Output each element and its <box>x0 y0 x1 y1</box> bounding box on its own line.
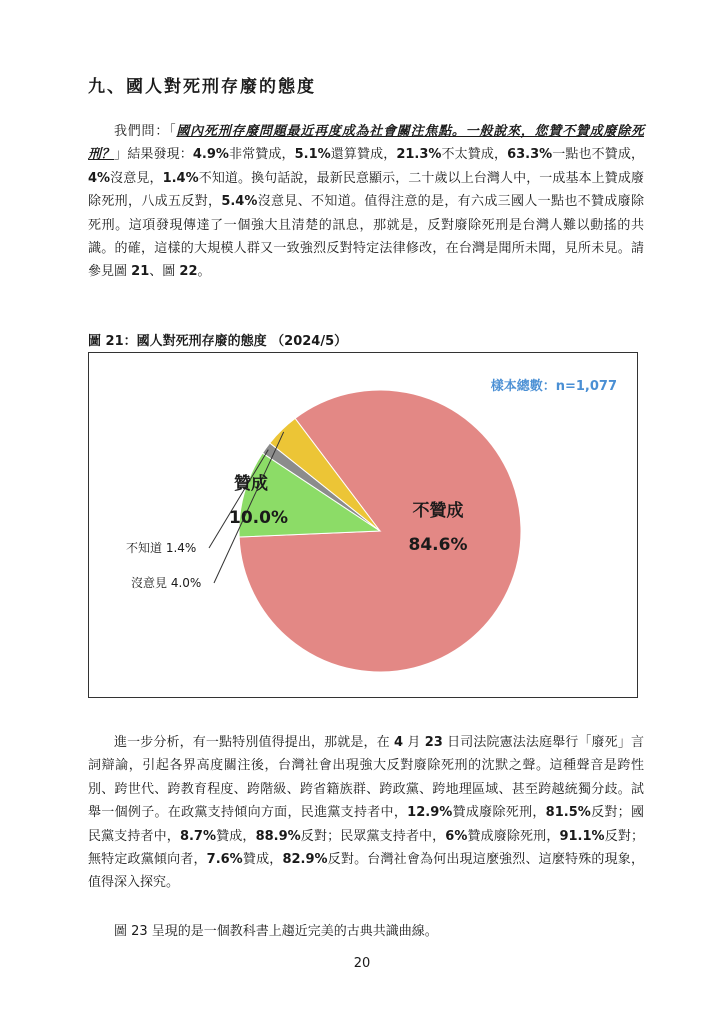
stat-value: 81.5% <box>545 805 591 821</box>
sample-size-label: 樣本總數：n=1,077 <box>490 379 617 394</box>
figure-ref: 22 <box>179 264 198 280</box>
paragraph-analysis <box>88 731 644 895</box>
text: 」結果發現： <box>114 147 193 163</box>
text: 。 <box>197 264 211 280</box>
stat-value: 8.7% <box>179 828 217 844</box>
slice-label-support: 贊成 <box>234 474 268 494</box>
text: 不知道。換句話說，最新民意顯示，二十歲以上台灣人中，一成基本上贊成廢除死刑，八成五反對， <box>88 170 644 210</box>
text: 、圖 <box>149 264 176 280</box>
pie-chart <box>89 353 637 697</box>
text: 反對；民眾黨支持者中， <box>300 828 446 844</box>
text: 贊成廢除死刑， <box>452 805 546 821</box>
stat-value: 88.9% <box>255 828 301 844</box>
slice-label-oppose: 不贊成 <box>412 501 464 521</box>
text: 反對；無特定政黨傾向者， <box>88 828 644 868</box>
stat-value: 63.3% <box>507 147 553 163</box>
slice-value-dont-know: 1.4% <box>165 541 197 555</box>
stat-value: 7.6% <box>206 852 243 868</box>
slice-label-no-opinion <box>131 576 201 590</box>
stat-value: 21.3% <box>396 147 442 163</box>
text: 沒意見， <box>110 170 163 186</box>
stat-value: 4% <box>88 170 111 186</box>
date-value: 4 <box>394 735 404 750</box>
slice-value-support: 10.0% <box>229 508 288 528</box>
text: 日司法院憲法法庭舉行「廢死」言詞辯論，引起各界高度關注後，台灣社會出現強大反對廢除死刑的沈默之聲。這種聲音是跨性別、跨世代、跨教育程度、跨階級、跨省籍族群、跨政黨、跨地理區域、甚至跨越統獨分歧。試舉一個例子。在政黨支持傾向方面，民進黨支持者中， <box>88 735 644 821</box>
figure-ref: 21 <box>131 264 150 280</box>
text: 反對；國民黨支持者中， <box>88 805 644 844</box>
page-number: 20 <box>353 956 371 971</box>
figure-caption: 圖 21：國人對死刑存廢的態度 （2024/5） <box>88 334 348 349</box>
stat-value: 82.9% <box>282 852 328 868</box>
stat-value: 1.4% <box>162 170 199 186</box>
slice-label-dont-know-name: 不知道 <box>126 541 163 555</box>
text: 贊成， <box>216 828 256 844</box>
text: 還算贊成， <box>330 147 397 163</box>
section-heading: 九、國人對死刑存廢的態度 <box>88 77 316 97</box>
stat-value: 12.9% <box>407 805 453 821</box>
paragraph-figure-23-intro <box>88 920 644 943</box>
slice-label-no-opinion-name: 沒意見 <box>131 576 168 590</box>
paragraph-survey-results <box>88 120 644 284</box>
text: 沒意見、不知道。值得注意的是，有六成三國人一點也不贊成廢除死刑。這項發現傳達了一個強大且清楚的訊息，那就是，反對廢除死刑是台灣人難以動搖的共識。的確，這樣的大規模人群又一致強烈反對特定法律修改，在台灣是聞所未聞，見所未見。請參見圖 <box>88 194 644 280</box>
pie-chart-frame <box>88 352 638 698</box>
text: 圖 23 呈現的是一個教科書上趨近完美的古典共識曲線。 <box>114 924 438 939</box>
stat-value: 91.1% <box>559 828 605 844</box>
text: 非常贊成， <box>228 147 295 163</box>
text: 我們問：「 <box>114 124 177 139</box>
stat-value: 6% <box>445 828 468 844</box>
text: 贊成廢除死刑， <box>467 828 560 844</box>
date-value: 23 <box>424 735 443 750</box>
survey-question: 國內死刑存廢問題最近再度成為社會關注焦點。一般說來，您贊不贊成廢除死刑？ <box>88 124 644 163</box>
text: 贊成， <box>242 852 283 868</box>
text: 進一步分析，有一點特別值得提出，那就是，在 <box>114 735 390 750</box>
stat-value: 5.4% <box>221 194 258 210</box>
text: 不太贊成， <box>441 147 508 163</box>
slice-label-dont-know <box>126 541 196 555</box>
slice-value-oppose: 84.6% <box>408 535 468 555</box>
text: 反對。台灣社會為何出現這麼強烈、這麼特殊的現象，值得深入探究。 <box>88 852 644 891</box>
slice-value-no-opinion: 4.0% <box>170 576 202 590</box>
text: 一點也不贊成， <box>552 147 644 163</box>
text: 月 <box>407 735 421 750</box>
stat-value: 5.1% <box>294 147 331 163</box>
stat-value: 4.9% <box>192 147 229 163</box>
